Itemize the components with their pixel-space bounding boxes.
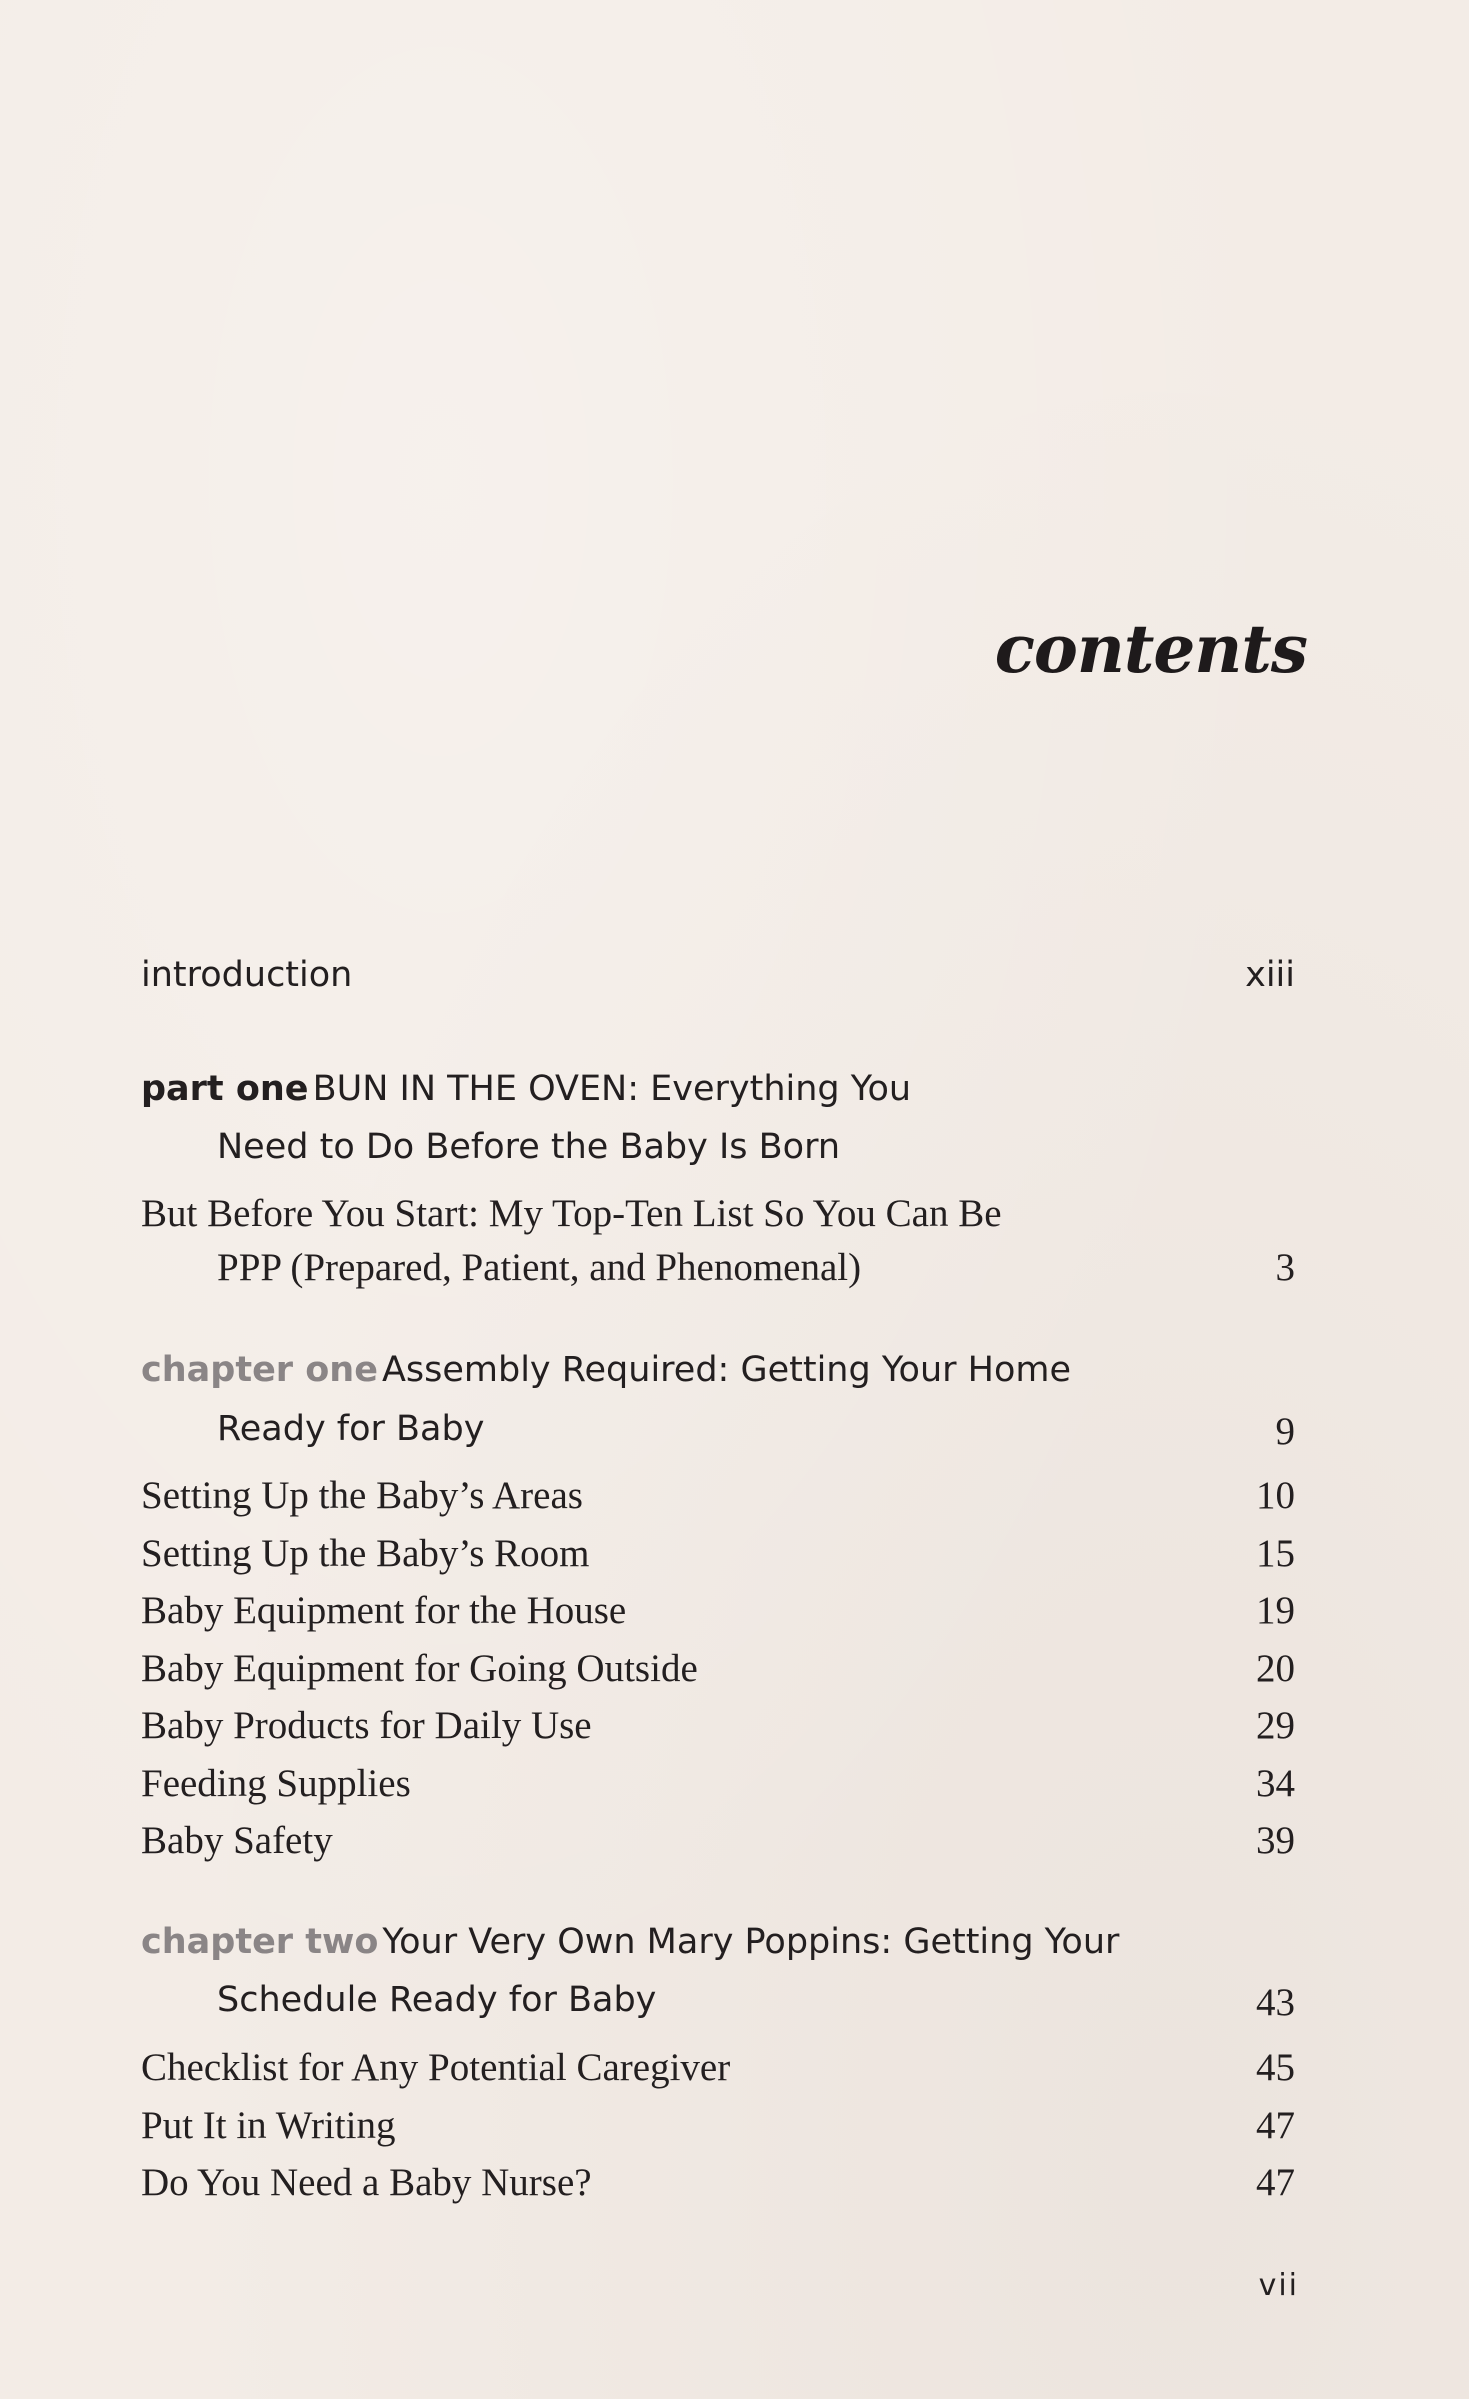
toc-page-number: 15 [1256,1532,1295,1575]
chapter-label: chapter two [141,1922,379,1962]
toc-page-number: 29 [1256,1704,1295,1747]
toc-page-number: xiii [1245,955,1295,995]
toc-entry-text: Put It in Writing [141,2104,396,2147]
toc-entry[interactable] [141,2103,1295,2153]
toc-entry[interactable] [141,1473,1295,1523]
chapter-title-line2: Schedule Ready for Baby [217,1980,657,2020]
toc-entry-text: Checklist for Any Potential Caregiver [141,2046,731,2089]
toc-entry-before-start[interactable] [141,1191,1295,1241]
toc-page-number: 9 [1275,1410,1295,1453]
toc-entry[interactable] [141,1818,1295,1868]
toc-page-number: 47 [1256,2104,1295,2147]
toc-entry[interactable] [141,2045,1295,2095]
toc-entry-text: Baby Equipment for Going Outside [141,1647,698,1690]
toc-page-number: 10 [1256,1474,1295,1517]
part-label: part one [141,1069,309,1109]
toc-page-number: 19 [1256,1589,1295,1632]
toc-entry[interactable] [141,1761,1295,1811]
part-title-line1: BUN IN THE OVEN: Everything You [312,1069,912,1109]
chapter-title-line1: Assembly Required: Getting Your Home [381,1350,1072,1390]
toc-page-number: 20 [1256,1647,1295,1690]
toc-entry-text: Feeding Supplies [141,1762,411,1805]
chapter-title-line2: Ready for Baby [217,1409,485,1449]
part-one-heading[interactable] [141,1069,1295,1119]
toc-entry-before-start-cont [141,1245,1295,1295]
toc-entry[interactable] [141,1646,1295,1696]
toc-entry-text: Baby Products for Daily Use [141,1704,592,1747]
chapter-title-line1: Your Very Own Mary Poppins: Getting Your [382,1922,1120,1962]
toc-entry-label: introduction [141,955,353,995]
chapter-two-heading-cont [141,1980,1295,2030]
toc-entry-text: But Before You Start: My Top-Ten List So You Can Be [141,1192,1002,1235]
page-number-folio: vii [1258,2268,1299,2303]
toc-page-number: 34 [1256,1762,1295,1805]
toc-page-number: 45 [1256,2046,1295,2089]
toc-page-number: 39 [1256,1819,1295,1862]
toc-entry-introduction[interactable] [141,955,1295,1005]
part-title-line2: Need to Do Before the Baby Is Born [217,1127,841,1167]
toc-entry-text: Do You Need a Baby Nurse? [141,2161,592,2204]
chapter-label: chapter one [141,1350,378,1390]
chapter-one-heading[interactable] [141,1350,1295,1400]
toc-page-number: 47 [1256,2161,1295,2204]
toc-page-number: 43 [1256,1981,1295,2024]
toc-entry[interactable] [141,1531,1295,1581]
toc-page-number: 3 [1275,1246,1295,1289]
toc-entry-text: Setting Up the Baby’s Room [141,1532,590,1575]
part-one-heading-cont [141,1127,1295,1177]
toc-entry[interactable] [141,1703,1295,1753]
toc-entry-text-cont: PPP (Prepared, Patient, and Phenomenal) [217,1246,862,1289]
toc-entry[interactable] [141,2160,1295,2210]
contents-heading: contents [994,610,1307,688]
toc-entry-text: Baby Safety [141,1819,333,1862]
chapter-one-heading-cont [141,1409,1295,1459]
chapter-two-heading[interactable] [141,1922,1295,1972]
toc-entry-text: Setting Up the Baby’s Areas [141,1474,583,1517]
toc-entry-text: Baby Equipment for the House [141,1589,627,1632]
toc-entry[interactable] [141,1588,1295,1638]
